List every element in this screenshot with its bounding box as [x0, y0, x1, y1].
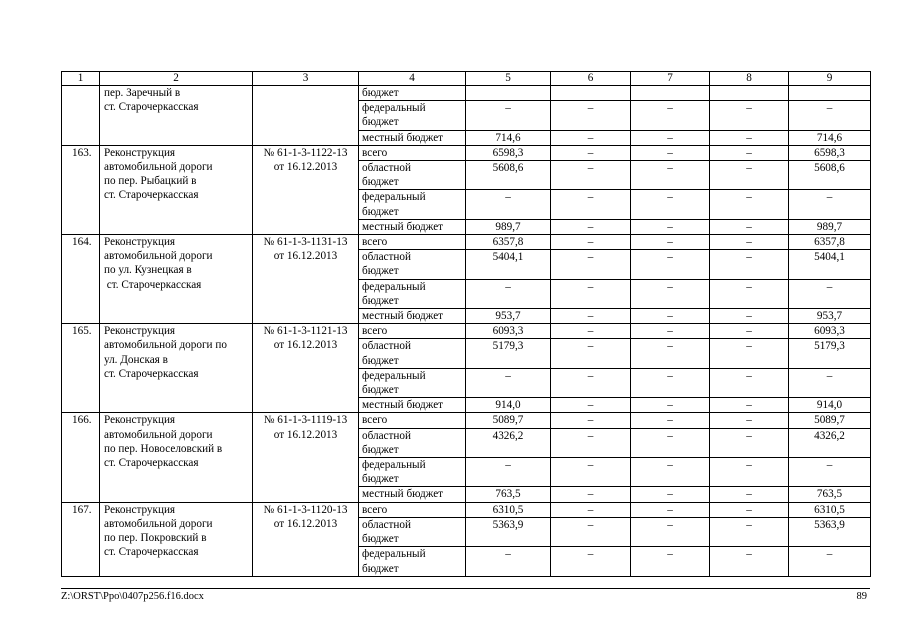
value-col-7 [631, 86, 710, 101]
funding-source [359, 219, 466, 234]
value-col-9: 5608,6 [789, 161, 871, 190]
value-col-5: 4326,2 [466, 428, 551, 457]
value-col-5: – [466, 458, 551, 487]
value-col-8: – [710, 219, 789, 234]
funding-source-line: бюджет [362, 294, 399, 307]
document-ref-line: № 61-1-3-1120-13 [263, 503, 348, 516]
funding-source-line: областной [362, 429, 411, 442]
funding-source [359, 309, 466, 324]
object-name-line: ст. Старочеркасская [104, 101, 199, 114]
funding-source [359, 279, 466, 308]
funding-source-line: бюджет [362, 384, 399, 397]
value-col-9: 6357,8 [789, 235, 871, 250]
document-ref-line: от 16.12.2013 [273, 517, 338, 530]
funding-source-line: бюджет [362, 265, 399, 278]
object-name-line: автомобильной дороги [104, 161, 213, 174]
table-row [62, 413, 871, 428]
value-col-8: – [710, 398, 789, 413]
item-number: 164. [62, 235, 100, 324]
value-col-6: – [551, 235, 631, 250]
value-col-7: – [631, 398, 710, 413]
funding-source [359, 428, 466, 457]
value-col-5: – [466, 368, 551, 397]
funding-source [359, 398, 466, 413]
document-ref [253, 86, 359, 146]
object-name-line: по пер. Покровский в [104, 532, 207, 545]
funding-source-line: всего [362, 414, 388, 427]
value-col-7: – [631, 502, 710, 517]
funding-source [359, 502, 466, 517]
value-col-5: 5089,7 [466, 413, 551, 428]
value-col-7: – [631, 279, 710, 308]
value-col-7: – [631, 458, 710, 487]
document-ref-line: № 61-1-3-1122-13 [263, 146, 348, 159]
value-col-8: – [710, 368, 789, 397]
value-col-9 [789, 86, 871, 101]
value-col-6: – [551, 324, 631, 339]
value-col-8: – [710, 413, 789, 428]
object-name-line: ст. Старочеркасская [104, 367, 199, 380]
value-col-8: – [710, 517, 789, 546]
document-ref-line: от 16.12.2013 [273, 339, 338, 352]
funding-source-line: местный бюджет [362, 488, 444, 501]
value-col-7: – [631, 235, 710, 250]
value-col-6: – [551, 250, 631, 279]
value-col-7: – [631, 487, 710, 502]
item-number: 167. [62, 502, 100, 576]
value-col-6: – [551, 368, 631, 397]
object-name-line: Реконструкция [104, 414, 176, 427]
value-col-6: – [551, 339, 631, 368]
value-col-8: – [710, 190, 789, 219]
value-col-8 [710, 86, 789, 101]
value-col-8: – [710, 130, 789, 145]
funding-source-line: федеральный [362, 459, 426, 472]
value-col-5: 989,7 [466, 219, 551, 234]
funding-source [359, 130, 466, 145]
funding-source-line: федеральный [362, 369, 426, 382]
value-col-5: – [466, 547, 551, 576]
funding-source-line: местный бюджет [362, 310, 444, 323]
value-col-8: – [710, 458, 789, 487]
object-name [100, 413, 253, 502]
object-name-line: по пер. Новоселовский в [104, 442, 223, 455]
object-name [100, 235, 253, 324]
funding-source-line: местный бюджет [362, 220, 444, 233]
funding-source-line: бюджет [362, 205, 399, 218]
value-col-5: 6357,8 [466, 235, 551, 250]
object-name [100, 502, 253, 576]
column-header-3: 3 [253, 72, 359, 86]
value-col-7: – [631, 428, 710, 457]
value-col-7: – [631, 324, 710, 339]
item-number: 165. [62, 324, 100, 413]
funding-source-line: местный бюджет [362, 131, 444, 144]
value-col-5: 6598,3 [466, 145, 551, 160]
object-name-line: Реконструкция [104, 236, 176, 249]
value-col-5: 714,6 [466, 130, 551, 145]
value-col-6: – [551, 219, 631, 234]
value-col-8: – [710, 235, 789, 250]
document-ref-line: № 61-1-3-1121-13 [263, 325, 348, 338]
value-col-7: – [631, 250, 710, 279]
funding-source-line: всего [362, 503, 388, 516]
funding-source-line: бюджет [362, 443, 399, 456]
value-col-6: – [551, 398, 631, 413]
funding-source-line: областной [362, 162, 411, 175]
footer-divider [61, 588, 870, 589]
funding-source-line: всего [362, 236, 388, 249]
funding-source-line: всего [362, 325, 388, 338]
object-name-line: Реконструкция [104, 503, 176, 516]
object-name-line: пер. Заречный в [104, 87, 181, 99]
funding-source [359, 250, 466, 279]
value-col-5: 763,5 [466, 487, 551, 502]
value-col-8: – [710, 547, 789, 576]
value-col-6: – [551, 279, 631, 308]
value-col-5: 5404,1 [466, 250, 551, 279]
object-name-line: ст. Старочеркасская [104, 546, 199, 559]
value-col-5: 5179,3 [466, 339, 551, 368]
value-col-9: 714,6 [789, 130, 871, 145]
value-col-5: – [466, 279, 551, 308]
value-col-9: 6598,3 [789, 145, 871, 160]
value-col-9: 6093,3 [789, 324, 871, 339]
value-col-5: 5363,9 [466, 517, 551, 546]
value-col-8: – [710, 339, 789, 368]
funding-source-line: областной [362, 251, 411, 264]
value-col-9: 6310,5 [789, 502, 871, 517]
funding-source [359, 368, 466, 397]
value-col-8: – [710, 279, 789, 308]
funding-source [359, 339, 466, 368]
funding-source-line: бюджет [362, 176, 399, 189]
document-ref-line: от 16.12.2013 [273, 161, 338, 174]
value-col-9: – [789, 101, 871, 130]
value-col-7: – [631, 161, 710, 190]
funding-source [359, 324, 466, 339]
object-name [100, 86, 253, 146]
object-name-line: по пер. Рыбацкий в [104, 175, 197, 188]
value-col-8: – [710, 309, 789, 324]
funding-source [359, 458, 466, 487]
value-col-6: – [551, 458, 631, 487]
column-header-7: 7 [631, 72, 710, 86]
object-name-line: ст. Старочеркасская [104, 278, 202, 291]
object-name-line: автомобильной дороги [104, 428, 213, 441]
funding-source-line: местный бюджет [362, 399, 444, 412]
value-col-7: – [631, 145, 710, 160]
value-col-9: 914,0 [789, 398, 871, 413]
funding-source-line: федеральный [362, 191, 426, 204]
funding-source [359, 547, 466, 576]
value-col-7: – [631, 130, 710, 145]
value-col-9: 5179,3 [789, 339, 871, 368]
value-col-6 [551, 86, 631, 101]
budget-table [61, 71, 871, 577]
value-col-8: – [710, 101, 789, 130]
document-ref [253, 502, 359, 576]
value-col-6: – [551, 502, 631, 517]
item-number [62, 86, 100, 146]
footer-file-path: Z:\ORST\Ppo\0407p256.f16.docx [61, 591, 204, 602]
column-header-4: 4 [359, 72, 466, 86]
value-col-8: – [710, 161, 789, 190]
value-col-7: – [631, 101, 710, 130]
document-ref [253, 145, 359, 234]
value-col-7: – [631, 517, 710, 546]
object-name-line: Реконструкция [104, 325, 176, 338]
funding-source [359, 487, 466, 502]
value-col-9: 4326,2 [789, 428, 871, 457]
object-name [100, 324, 253, 413]
value-col-9: 989,7 [789, 219, 871, 234]
value-col-9: – [789, 458, 871, 487]
funding-source-line: областной [362, 518, 411, 531]
value-col-5: 953,7 [466, 309, 551, 324]
item-number: 166. [62, 413, 100, 502]
funding-source-line: бюджет [362, 473, 399, 486]
document-ref-line: № 61-1-3-1131-13 [263, 236, 348, 249]
table-row [62, 145, 871, 160]
value-col-9: – [789, 279, 871, 308]
value-col-6: – [551, 309, 631, 324]
value-col-6: – [551, 428, 631, 457]
value-col-6: – [551, 547, 631, 576]
value-col-5: 5608,6 [466, 161, 551, 190]
document-ref [253, 324, 359, 413]
funding-source [359, 235, 466, 250]
funding-source-line: областной [362, 340, 411, 353]
object-name [100, 145, 253, 234]
value-col-8: – [710, 487, 789, 502]
document-ref [253, 413, 359, 502]
value-col-9: 763,5 [789, 487, 871, 502]
value-col-5: – [466, 101, 551, 130]
funding-source-line: бюджет [362, 87, 399, 99]
funding-source-line: федеральный [362, 280, 426, 293]
value-col-5: 914,0 [466, 398, 551, 413]
column-header-2: 2 [100, 72, 253, 86]
funding-source [359, 145, 466, 160]
value-col-7: – [631, 413, 710, 428]
value-col-5: – [466, 190, 551, 219]
funding-source [359, 413, 466, 428]
object-name-line: автомобильной дороги по [104, 339, 227, 352]
funding-source-line: бюджет [362, 354, 399, 367]
table-row [62, 86, 871, 101]
object-name-line: по ул. Кузнецкая в [104, 264, 192, 277]
page-number: 89 [856, 591, 867, 602]
object-name-line: ул. Донская в [104, 353, 168, 366]
value-col-9: 5363,9 [789, 517, 871, 546]
object-name-line: Реконструкция [104, 146, 176, 159]
table-row [62, 502, 871, 517]
object-name-line: ст. Старочеркасская [104, 457, 199, 470]
value-col-6: – [551, 413, 631, 428]
object-name-line: автомобильной дороги [104, 250, 213, 263]
value-col-9: 5404,1 [789, 250, 871, 279]
value-col-6: – [551, 487, 631, 502]
funding-source-line: бюджет [362, 533, 399, 546]
value-col-6: – [551, 101, 631, 130]
funding-source-line: федеральный [362, 102, 426, 115]
column-header-6: 6 [551, 72, 631, 86]
column-header-9: 9 [789, 72, 871, 86]
column-header-5: 5 [466, 72, 551, 86]
column-header-1: 1 [62, 72, 100, 86]
table-row [62, 324, 871, 339]
table-row [62, 235, 871, 250]
value-col-5: 6093,3 [466, 324, 551, 339]
value-col-7: – [631, 219, 710, 234]
value-col-5 [466, 86, 551, 101]
value-col-9: 5089,7 [789, 413, 871, 428]
value-col-8: – [710, 428, 789, 457]
item-number: 163. [62, 145, 100, 234]
value-col-6: – [551, 161, 631, 190]
funding-source-line: бюджет [362, 562, 399, 575]
value-col-6: – [551, 130, 631, 145]
value-col-6: – [551, 517, 631, 546]
document-ref-line: от 16.12.2013 [273, 250, 338, 263]
funding-source-line: бюджет [362, 116, 399, 129]
value-col-9: – [789, 547, 871, 576]
value-col-9: – [789, 368, 871, 397]
funding-source-line: федеральный [362, 548, 426, 561]
value-col-8: – [710, 502, 789, 517]
funding-source-line: всего [362, 146, 388, 159]
funding-source [359, 161, 466, 190]
funding-source [359, 101, 466, 130]
document-ref [253, 235, 359, 324]
funding-source [359, 517, 466, 546]
value-col-7: – [631, 339, 710, 368]
value-col-8: – [710, 145, 789, 160]
document-ref-line: № 61-1-3-1119-13 [263, 414, 348, 427]
document-ref-line: от 16.12.2013 [273, 428, 338, 441]
value-col-8: – [710, 250, 789, 279]
value-col-6: – [551, 190, 631, 219]
header-row [62, 72, 871, 86]
value-col-6: – [551, 145, 631, 160]
value-col-5: 6310,5 [466, 502, 551, 517]
value-col-9: 953,7 [789, 309, 871, 324]
funding-source [359, 190, 466, 219]
object-name-line: автомобильной дороги [104, 517, 213, 530]
value-col-8: – [710, 324, 789, 339]
value-col-7: – [631, 368, 710, 397]
value-col-7: – [631, 190, 710, 219]
value-col-7: – [631, 547, 710, 576]
column-header-8: 8 [710, 72, 789, 86]
value-col-9: – [789, 190, 871, 219]
value-col-7: – [631, 309, 710, 324]
funding-source [359, 86, 466, 101]
object-name-line: ст. Старочеркасская [104, 189, 199, 202]
